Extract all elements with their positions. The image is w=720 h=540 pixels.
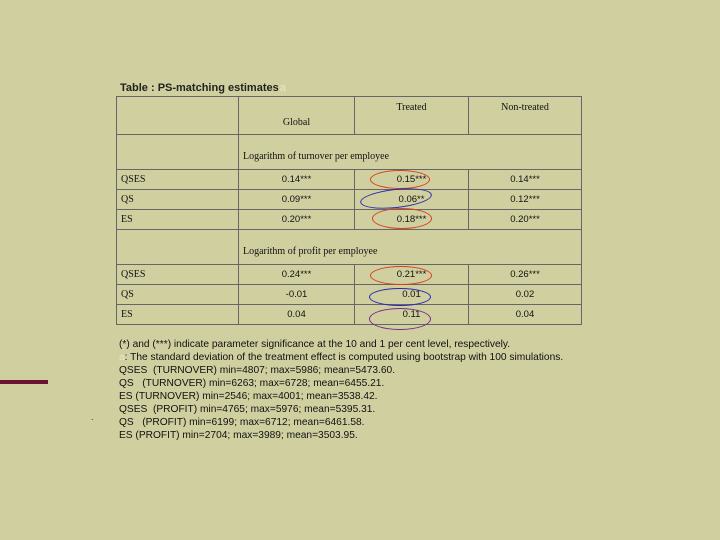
note-a bbox=[119, 351, 563, 364]
cell-global: 0.14*** bbox=[239, 170, 355, 190]
accent-bar bbox=[0, 380, 48, 384]
stray-dot: . bbox=[91, 412, 94, 422]
cell-non-treated: 0.02 bbox=[469, 285, 582, 305]
cell-non-treated: 0.14*** bbox=[469, 170, 582, 190]
table-row bbox=[117, 190, 582, 210]
estimates-table bbox=[116, 96, 582, 325]
row-name: ES bbox=[117, 210, 239, 230]
cell-treated: 0.11 bbox=[355, 305, 469, 325]
row-name: QS bbox=[117, 190, 239, 210]
cell-global: 0.04 bbox=[239, 305, 355, 325]
row-name: ES bbox=[117, 305, 239, 325]
header-non-treated: Non-treated bbox=[469, 97, 582, 135]
table-row bbox=[117, 210, 582, 230]
cell-non-treated: 0.26*** bbox=[469, 265, 582, 285]
note-line: QS (PROFIT) min=6199; max=6712; mean=6461.58. bbox=[119, 417, 365, 428]
section-label-text: Logarithm of turnover per employee bbox=[243, 150, 390, 162]
section-row-turnover bbox=[117, 135, 582, 170]
table-title-superscript: a bbox=[279, 82, 286, 94]
section-label-profit bbox=[239, 230, 582, 265]
cell-treated: 0.18*** bbox=[355, 210, 469, 230]
cell-treated: 0.21*** bbox=[355, 265, 469, 285]
table-row bbox=[117, 305, 582, 325]
cell-non-treated: 0.20*** bbox=[469, 210, 582, 230]
header-global: Global bbox=[239, 97, 355, 135]
cell-treated: 0.01 bbox=[355, 285, 469, 305]
cell-global: 0.24*** bbox=[239, 265, 355, 285]
header-treated: Treated bbox=[355, 97, 469, 135]
table-row bbox=[117, 285, 582, 305]
cell-global: -0.01 bbox=[239, 285, 355, 305]
table-title bbox=[120, 82, 286, 94]
cell-global: 0.09*** bbox=[239, 190, 355, 210]
note-line: QSES (TURNOVER) min=4807; max=5986; mean=5473.60. bbox=[119, 365, 396, 376]
section-label-turnover bbox=[239, 135, 582, 170]
section-label-text: Logarithm of profit per employee bbox=[243, 245, 378, 257]
cell-non-treated: 0.04 bbox=[469, 305, 582, 325]
row-name: QSES bbox=[117, 265, 239, 285]
header-empty-cell bbox=[117, 97, 239, 135]
table-row bbox=[117, 170, 582, 190]
section-empty-cell bbox=[117, 230, 239, 265]
row-name: QSES bbox=[117, 170, 239, 190]
notes-block bbox=[119, 338, 563, 442]
note-line: QS (TURNOVER) min=6263; max=6728; mean=6455.21. bbox=[119, 378, 385, 389]
section-empty-cell bbox=[117, 135, 239, 170]
note-significance: (*) and (***) indicate parameter significance at the 10 and 1 per cent level, respectively. bbox=[119, 339, 511, 350]
cell-treated: 0.15*** bbox=[355, 170, 469, 190]
header-row bbox=[117, 97, 582, 135]
note-a-text: : The standard deviation of the treatment effect is computed using bootstrap with 100 simulations. bbox=[124, 352, 564, 363]
note-line: QSES (PROFIT) min=4765; max=5976; mean=5395.31. bbox=[119, 404, 376, 415]
note-line: ES (PROFIT) min=2704; max=3989; mean=3503.95. bbox=[119, 430, 358, 441]
row-name: QS bbox=[117, 285, 239, 305]
cell-global: 0.20*** bbox=[239, 210, 355, 230]
note-line: ES (TURNOVER) min=2546; max=4001; mean=3538.42. bbox=[119, 391, 378, 402]
table-title-text: Table : PS-matching estimates bbox=[120, 82, 279, 94]
table-row bbox=[117, 265, 582, 285]
cell-treated: 0.06** bbox=[355, 190, 469, 210]
section-row-profit bbox=[117, 230, 582, 265]
cell-non-treated: 0.12*** bbox=[469, 190, 582, 210]
note-a-marker: a bbox=[119, 352, 125, 363]
